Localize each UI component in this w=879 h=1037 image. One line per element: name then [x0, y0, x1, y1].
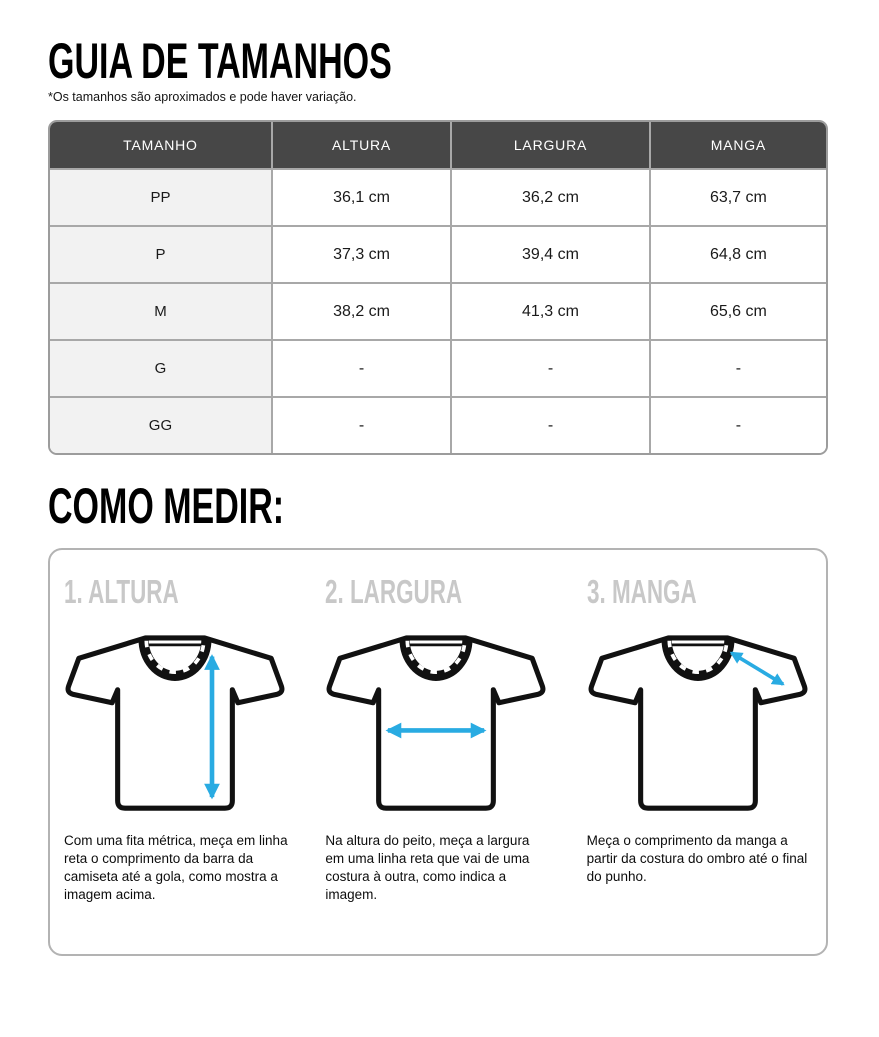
largura-cell: - — [451, 340, 650, 397]
largura-cell: - — [451, 397, 650, 453]
size-table-header-row — [50, 122, 826, 169]
step-largura-label: 2. LARGURA — [325, 573, 463, 610]
size-cell: M — [50, 283, 272, 340]
step-altura — [64, 574, 289, 904]
step-largura — [325, 574, 550, 904]
manga-cell: 64,8 cm — [650, 226, 826, 283]
table-row-p — [50, 226, 826, 283]
page-title: GUIA DE TAMANHOS — [48, 33, 392, 89]
manga-cell: - — [650, 397, 826, 453]
altura-cell: - — [272, 397, 451, 453]
tshirt-altura-icon — [64, 626, 286, 822]
altura-cell: - — [272, 340, 451, 397]
largura-cell: 39,4 cm — [451, 226, 650, 283]
how-to-measure-title: COMO MEDIR: — [48, 478, 285, 534]
manga-cell: 63,7 cm — [650, 169, 826, 226]
step-manga — [587, 574, 812, 904]
tshirt-largura-icon — [325, 626, 547, 822]
altura-cell: 37,3 cm — [272, 226, 451, 283]
table-row-m — [50, 283, 826, 340]
step-altura-description: Com uma fita métrica, meça em linha reta o comprimento da barra da camiseta até a gola, como mostra a imagem acima. — [64, 833, 288, 902]
largura-cell: 41,3 cm — [451, 283, 650, 340]
column-header-altura: ALTURA — [272, 122, 451, 169]
manga-cell: - — [650, 340, 826, 397]
size-guide-page — [48, 0, 828, 956]
size-cell: PP — [50, 169, 272, 226]
tshirt-manga-icon — [587, 626, 809, 822]
step-manga-label: 3. MANGA — [586, 573, 697, 610]
size-cell: GG — [50, 397, 272, 453]
column-header-tamanho: TAMANHO — [50, 122, 272, 169]
column-header-manga: MANGA — [650, 122, 826, 169]
how-to-measure-panel — [48, 548, 828, 956]
largura-cell: 36,2 cm — [451, 169, 650, 226]
manga-cell: 65,6 cm — [650, 283, 826, 340]
altura-cell: 36,1 cm — [272, 169, 451, 226]
title-block — [48, 0, 828, 104]
table-row-gg — [50, 397, 826, 453]
step-largura-description: Na altura do peito, meça a largura em uma linha reta que vai de uma costura à outra, como indica a imagem. — [325, 833, 530, 902]
altura-cell: 38,2 cm — [272, 283, 451, 340]
step-altura-label: 1. ALTURA — [64, 573, 179, 610]
size-cell: G — [50, 340, 272, 397]
table-row-pp — [50, 169, 826, 226]
column-header-largura: LARGURA — [451, 122, 650, 169]
size-table-container — [48, 120, 828, 455]
approximation-note: *Os tamanhos são aproximados e pode haver variação. — [48, 90, 357, 104]
step-manga-description: Meça o comprimento da manga a partir da costura do ombro até o final do punho. — [586, 833, 808, 884]
size-table — [50, 122, 826, 453]
table-row-g — [50, 340, 826, 397]
size-cell: P — [50, 226, 272, 283]
